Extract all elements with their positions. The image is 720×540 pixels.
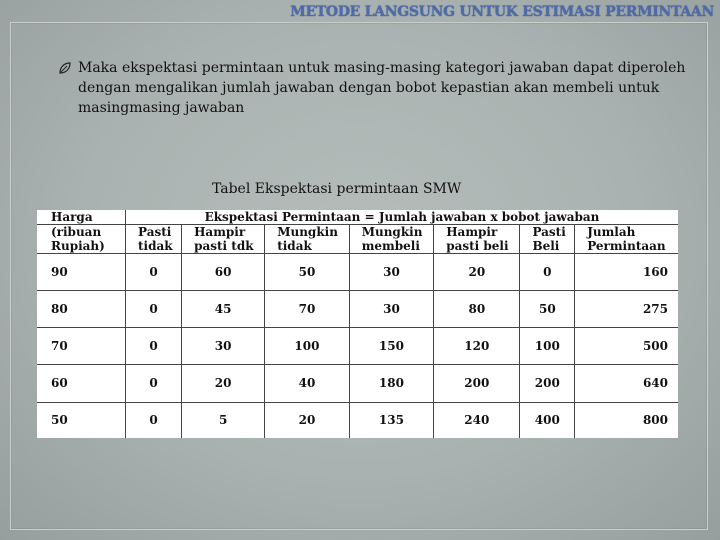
table-row — [37, 254, 678, 291]
table-cell: 0 — [126, 365, 182, 402]
col-header-4a: Mungkin — [349, 225, 434, 240]
demand-table-container — [37, 210, 678, 438]
table-cell: 100 — [265, 328, 350, 365]
table-cell: 20 — [434, 254, 520, 291]
table-cell: 60 — [182, 254, 265, 291]
table-cell: 0 — [520, 254, 575, 291]
col-header-1b: tidak — [126, 239, 182, 254]
bullet-text: Maka ekspektasi permintaan untuk masing-masing kategori jawaban dapat diperoleh dengan mengalikan jumlah jawaban dengan bobot kepastian akan membeli untuk masingmasing jawaban — [78, 60, 686, 116]
col-header-4b: membeli — [349, 239, 434, 254]
harga-header-line-1: Harga — [37, 210, 126, 225]
col-header-3b: tidak — [265, 239, 350, 254]
table-cell: 80 — [434, 291, 520, 328]
table-cell: 50 — [520, 291, 575, 328]
table-cell: 200 — [520, 365, 575, 402]
col-header-6a: Pasti — [520, 225, 575, 240]
table-cell: 30 — [349, 291, 434, 328]
table-cell: 0 — [126, 291, 182, 328]
table-cell: 200 — [434, 365, 520, 402]
table-cell: 120 — [434, 328, 520, 365]
col-header-5b: pasti beli — [434, 239, 520, 254]
price-cell: 60 — [37, 365, 126, 402]
table-cell: 0 — [126, 328, 182, 365]
table-cell: 50 — [265, 254, 350, 291]
table-cell: 70 — [265, 291, 350, 328]
price-cell: 80 — [37, 291, 126, 328]
total-cell: 800 — [575, 402, 678, 438]
col-header-5a: Hampir — [434, 225, 520, 240]
table-cell: 30 — [182, 328, 265, 365]
table-cell: 5 — [182, 402, 265, 438]
harga-header-line-2: (ribuan — [37, 225, 126, 240]
price-cell: 50 — [37, 402, 126, 438]
table-caption: Tabel Ekspektasi permintaan SMW — [212, 181, 462, 197]
table-row — [37, 365, 678, 402]
price-cell: 90 — [37, 254, 126, 291]
col-header-7a: Jumlah — [575, 225, 678, 240]
total-cell: 275 — [575, 291, 678, 328]
table-cell: 400 — [520, 402, 575, 438]
slide-title: METODE LANGSUNG UNTUK ESTIMASI PERMINTAAN — [290, 4, 714, 20]
table-cell: 100 — [520, 328, 575, 365]
table-cell: 240 — [434, 402, 520, 438]
leaf-bullet-icon — [58, 61, 72, 75]
col-header-2a: Hampir — [182, 225, 265, 240]
table-cell: 150 — [349, 328, 434, 365]
table-cell: 0 — [126, 254, 182, 291]
col-header-6b: Beli — [520, 239, 575, 254]
col-header-3a: Mungkin — [265, 225, 350, 240]
main-header: Ekspektasi Permintaan = Jumlah jawaban x bobot jawaban — [126, 210, 679, 225]
table-cell: 20 — [182, 365, 265, 402]
col-header-2b: pasti tdk — [182, 239, 265, 254]
table-cell: 135 — [349, 402, 434, 438]
table-row — [37, 328, 678, 365]
total-cell: 640 — [575, 365, 678, 402]
total-cell: 160 — [575, 254, 678, 291]
col-header-7b: Permintaan — [575, 239, 678, 254]
bullet-paragraph — [58, 58, 688, 118]
harga-header-line-3: Rupiah) — [37, 239, 126, 254]
table-cell: 30 — [349, 254, 434, 291]
table-cell: 20 — [265, 402, 350, 438]
table-cell: 0 — [126, 402, 182, 438]
table-cell: 180 — [349, 365, 434, 402]
table-cell: 45 — [182, 291, 265, 328]
table-row — [37, 291, 678, 328]
table-row — [37, 402, 678, 438]
demand-table — [37, 210, 678, 438]
col-header-1a: Pasti — [126, 225, 182, 240]
table-cell: 40 — [265, 365, 350, 402]
total-cell: 500 — [575, 328, 678, 365]
price-cell: 70 — [37, 328, 126, 365]
